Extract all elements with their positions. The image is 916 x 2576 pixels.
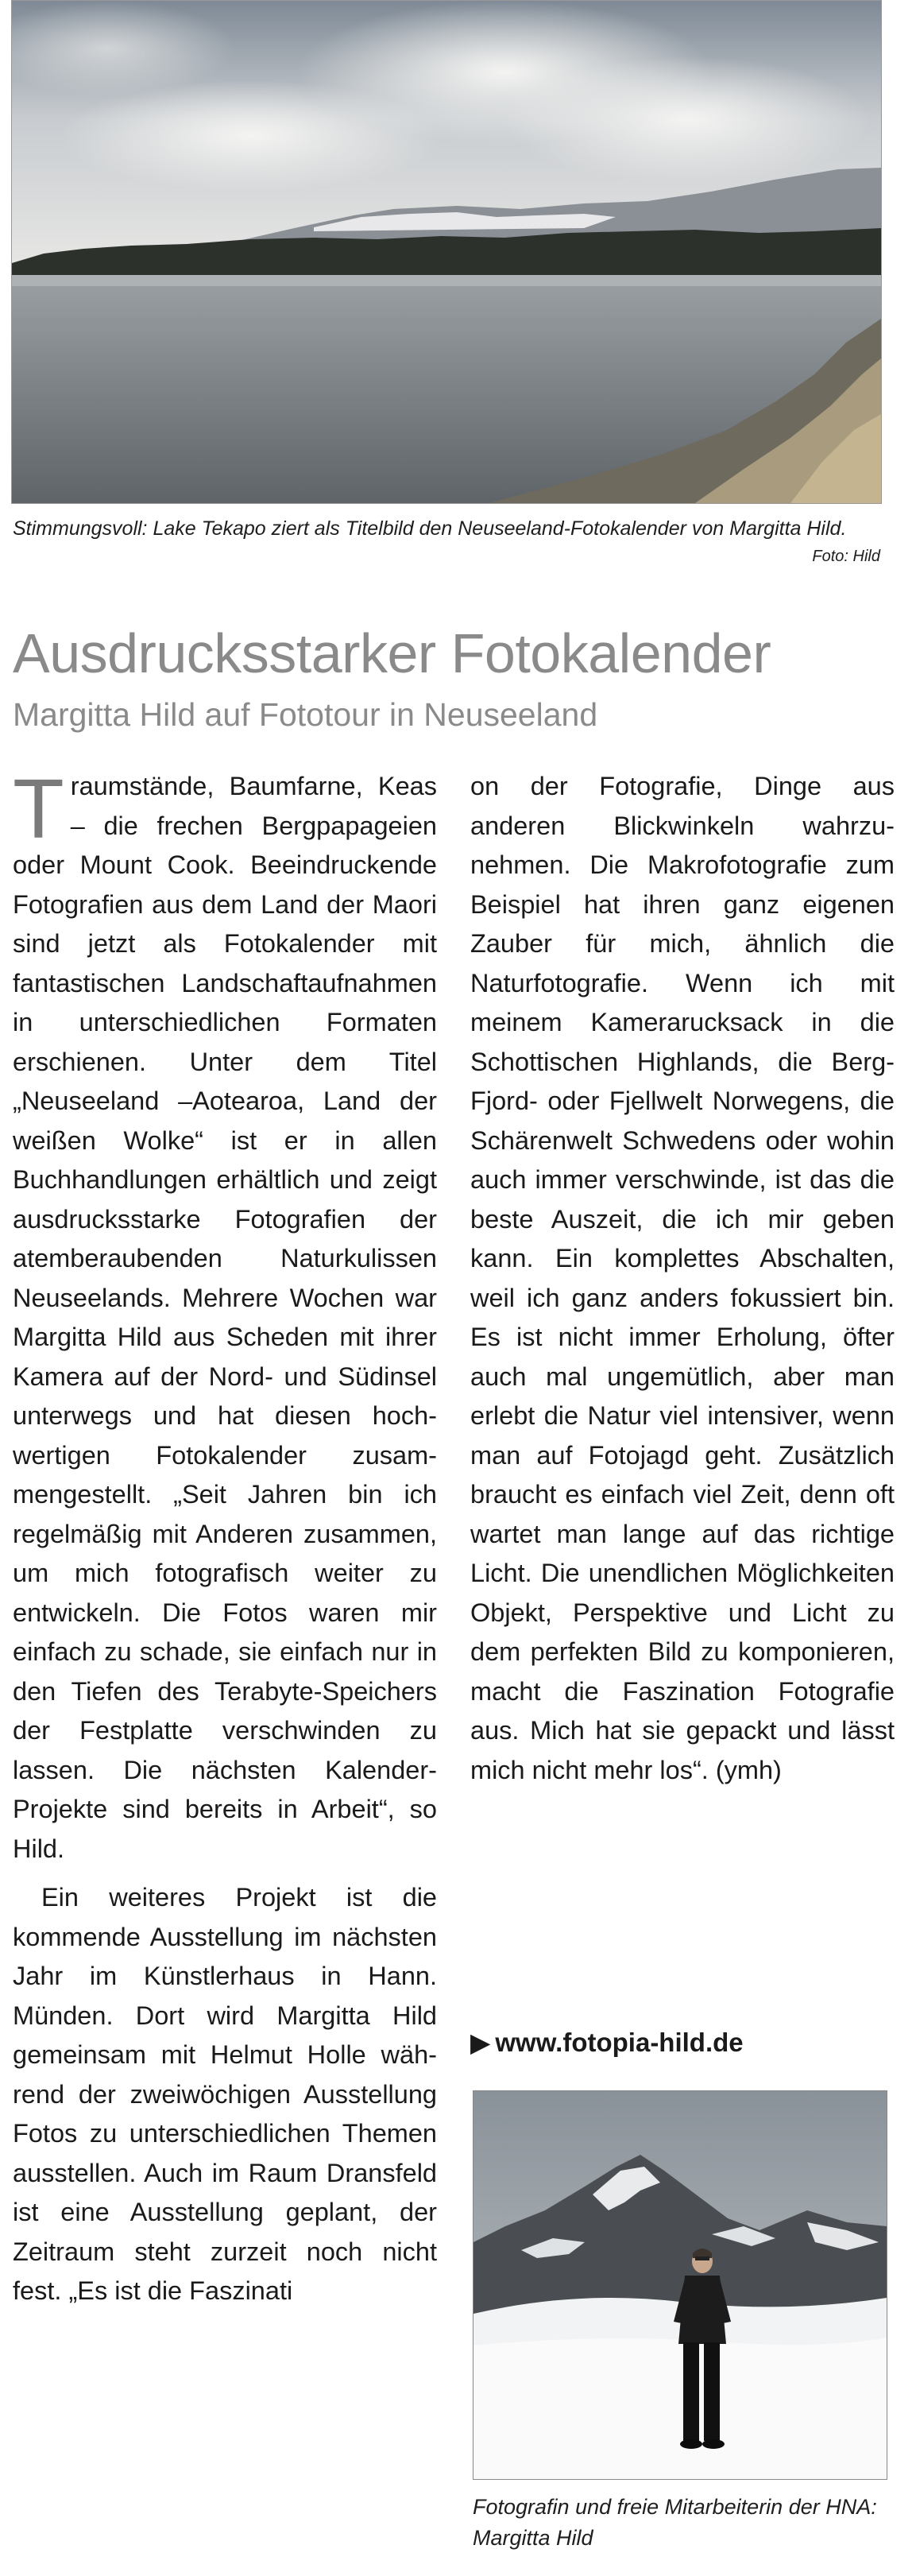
- article-column-right: [470, 767, 895, 1790]
- lake-landscape-image: [12, 1, 881, 503]
- article-headline: Ausdrucksstarker Fotokalender: [13, 622, 771, 684]
- photographer-portrait-photo: [473, 2090, 887, 2480]
- lake-tekapo-photo: [11, 0, 882, 504]
- top-photo-caption-text: Stimmungsvoll: Lake Tekapo ziert als Titelbild den Neuseeland-Fotokalender von Margitta Hild.: [13, 517, 847, 540]
- article-paragraph-2: Ein weiteres Projekt ist die kommende Ausstellung im nächsten Jahr im Künstlerhaus in Hann. Münden. Dort wird Margitta Hild gemeinsam mit Helmut Holle während der zweiwöchigen Ausstellung Fotos zu unterschiedlichen Themen ausstellen. Auch im Raum Dransfeld ist eine Ausstellung geplant, der Zeitraum steht zurzeit noch nicht fest. „Es ist die Faszinati: [13, 1883, 437, 2305]
- portrait-photo-caption: Fotografin und freie Mitarbeiterin der HNA: Margitta Hild: [473, 2495, 877, 2550]
- website-link-text: www.fotopia-hild.de: [495, 2028, 744, 2057]
- article-paragraph-1-text: raumstände, Baumfarne, Keas – die frechen Bergpapageien oder Mount Cook. Beeindruckende Fotografien aus dem Land der Maori sind jetzt als Fotokalender mit fantastischen Landschaftaufnahmen in unterschiedlichen Formaten erschienen. Unter dem Titel „Neuseeland –Aotearoa, Land der weißen Wolke“ ist er in allen Buchhandlungen erhältlich und zeigt ausdrucksstarke Fotografien der atemberaubenden Naturkulissen Neuseelands. Mehrere Wochen war Margitta Hild aus Scheden mit ihrer Kamera auf der Nord- und Südinsel unterwegs und hat diesen hochwertigen Fotokalender zusammengestellt. „Seit Jahren bin ich regelmäßig mit Anderen zusammen, um mich fotografisch weiter zu entwickeln. Die Fotos waren mir einfach zu schade, sie einfach nur in den Tiefen des Terabyte-Speichers der Festplatte verschwinden zu lassen. Die nächsten Kalender-Projekte sind bereits in Arbeit“, so Hild.: [13, 772, 437, 1863]
- article-column-left: [13, 762, 437, 2311]
- arrow-right-icon: ▶: [470, 2028, 491, 2057]
- website-link[interactable]: [470, 2023, 895, 2063]
- mountain-portrait-image: [473, 2091, 887, 2479]
- top-photo-credit: Foto: Hild: [812, 548, 880, 565]
- article-paragraph-3: on der Fotografie, Dinge aus anderen Blickwinkeln wahrzunehmen. Die Makrofotografie zum Beispiel hat ihren ganz eigenen Zauber für mich, ähnlich die Naturfotografie. Wenn ich mit meinem Kamerarucksack in die Schottischen Highlands, die Berg-Fjord- oder Fjellwelt Norwegens, die Schärenwelt Schwedens oder wohin auch immer verschwinde, ist das die beste Auszeit, die ich mir geben kann. Ein komplettes Abschalten, weil ich ganz anders fokussiert bin. Es ist nicht immer Erholung, öfter auch mal ungemütlich, aber man erlebt die Natur viel intensiver, wenn man auf Fotojagd geht. Zusätzlich braucht es einfach viel Zeit, denn oft wartet man lange auf das richtige Licht. Die unendlichen Möglichkeiten Objekt, Perspektive und Licht zu dem perfekten Bild zu komponieren, macht die Faszination Fotografie aus. Mich hat sie gepackt und lässt mich nicht mehr los“. (ymh): [470, 772, 895, 1784]
- top-photo-caption: [13, 515, 880, 565]
- article-subheadline: Margitta Hild auf Fototour in Neuseeland: [13, 696, 598, 733]
- article-paragraph-1: [13, 762, 437, 1869]
- dropcap-letter: T: [13, 762, 64, 856]
